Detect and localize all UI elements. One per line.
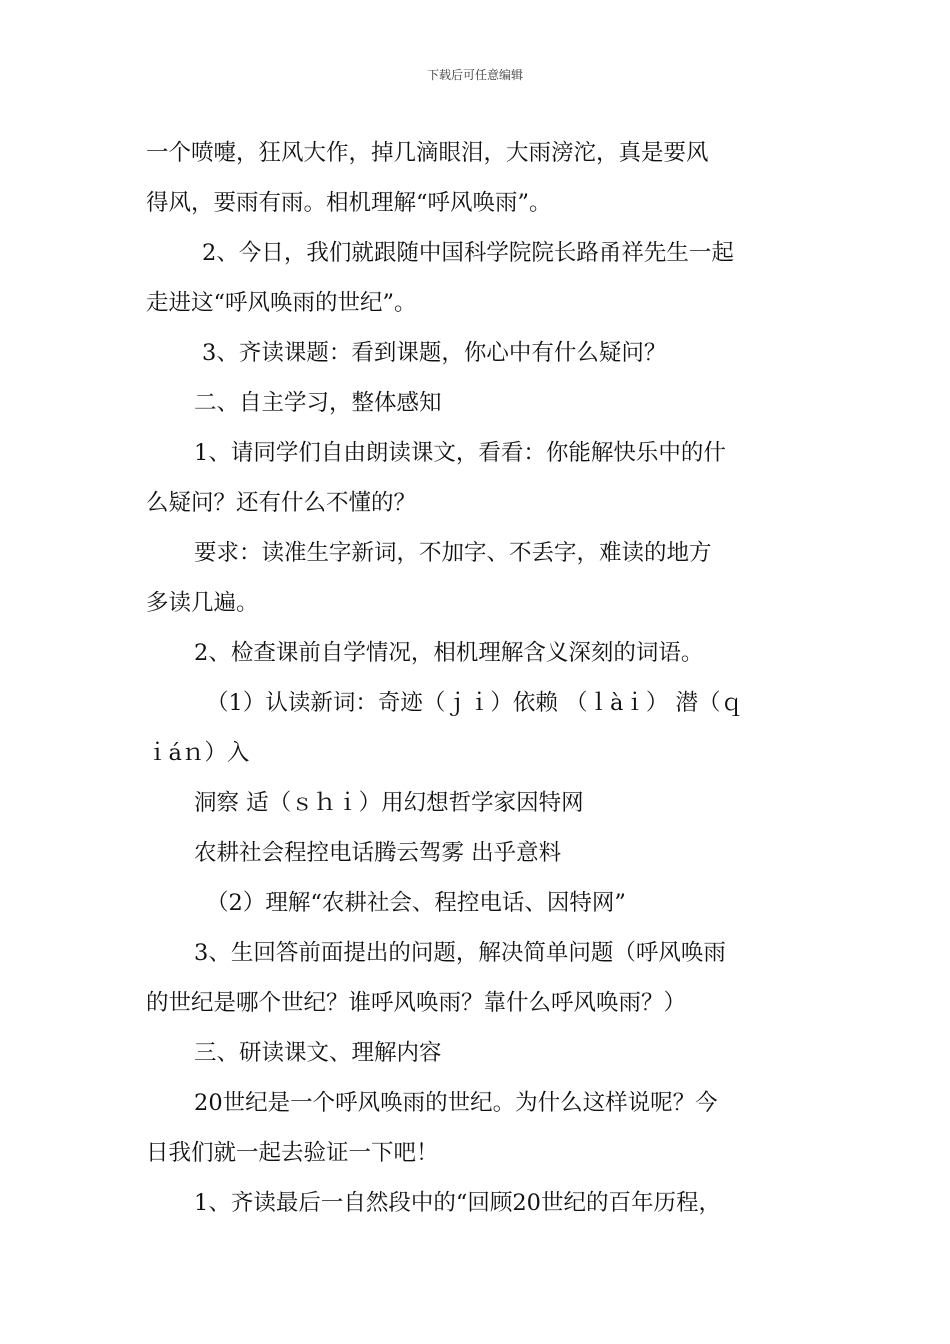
text-line: 要求：读准生字新词，不加字、不丢字，难读的地方 — [194, 540, 712, 566]
text-line: 农耕社会程控电话腾云驾雾 出乎意料 — [194, 840, 562, 866]
text-line: 走进这“呼风唤雨的世纪”。 — [146, 290, 417, 316]
text-line: 一个喷嚏，狂风大作，掉几滴眼泪，大雨滂沱，真是要风 — [146, 140, 709, 166]
text-line: （2）理解“农耕社会、程控电话、因特网” — [206, 890, 626, 916]
text-line: 二、自主学习，整体感知 — [194, 390, 442, 416]
text-line: 1、请同学们自由朗读课文，看看：你能解快乐中的什 — [194, 440, 726, 466]
text-line: 么疑问？还有什么不懂的？ — [146, 490, 417, 516]
text-line: 多读几遍。 — [146, 590, 259, 616]
text-line: 日我们就一起去验证一下吧！ — [146, 1140, 439, 1166]
text-line: 三、研读课文、理解内容 — [194, 1040, 442, 1066]
text-line: 得风，要雨有雨。相机理解“呼风唤雨”。 — [146, 190, 552, 216]
text-line: （1）认读新词：奇迹（ｊｉ）依赖 （ｌàｉ） 潜（ｑ — [206, 690, 744, 716]
document-body — [146, 128, 810, 1228]
text-line: 的世纪是哪个世纪？谁呼风唤雨？靠什么呼风唤雨？） — [146, 990, 687, 1016]
text-line: 3、齐读课题：看到课题，你心中有什么疑问？ — [202, 340, 667, 366]
text-line: 1、齐读最后一自然段中的“回顾20世纪的百年历程， — [194, 1190, 721, 1216]
text-line: 2、今日，我们就跟随中国科学院院长路甬祥先生一起 — [202, 240, 734, 266]
text-line: 3、生回答前面提出的问题，解决简单问题（呼风唤雨 — [194, 940, 726, 966]
text-line: 2、检查课前自学情况，相机理解含义深刻的词语。 — [194, 640, 704, 666]
text-line: 20世纪是一个呼风唤雨的世纪。为什么这样说呢？今 — [194, 1090, 718, 1116]
text-line: ｉáｎ）入 — [146, 740, 250, 766]
page-header-note: 下载后可任意编辑 — [426, 68, 523, 82]
text-line: 洞察 适（ｓｈｉ）用幻想哲学家因特网 — [194, 790, 584, 816]
